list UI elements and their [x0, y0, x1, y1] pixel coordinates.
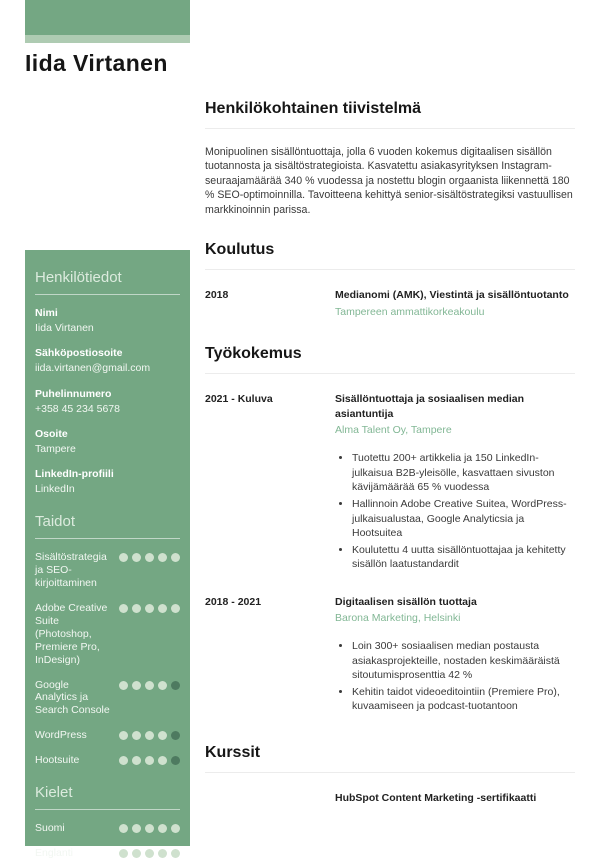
experience-entry: [205, 392, 575, 575]
rating-dot-filled: [158, 604, 167, 613]
entry-period: 2018 - 2021: [205, 595, 262, 608]
contact-heading: Henkilötiedot: [35, 252, 180, 295]
rating-dot-filled: [145, 681, 154, 690]
course-entry: [205, 791, 575, 806]
language-rating-dots: [119, 847, 180, 858]
experience-heading: Työkokemus: [205, 345, 575, 374]
skills-section: [35, 496, 180, 767]
rating-dot-filled: [119, 604, 128, 613]
bullet-item: • Kehitin taidot videoeditointiin (Premiere Pro), kuvaamiseen ja podcast-tuotantoon: [352, 685, 575, 714]
candidate-name: Iida Virtanen: [25, 50, 168, 76]
rating-dot-filled: [119, 681, 128, 690]
rating-dot-filled: [145, 731, 154, 740]
skills-heading: Taidot: [35, 496, 180, 539]
field-label: Sähköpostiosoite: [35, 347, 123, 360]
rating-dot-filled: [132, 731, 141, 740]
skill-row: [35, 754, 180, 767]
rating-dot-filled: [132, 681, 141, 690]
entry-body: [335, 595, 575, 717]
rating-dot-filled: [158, 681, 167, 690]
bullet-item: • Koulutettu 4 uutta sisällöntuottajaa ja kehitetty sisällön laatustandardit: [352, 543, 575, 572]
skill-label: Google Analytics ja Search Console: [35, 678, 110, 717]
rating-dot-filled: [145, 849, 154, 858]
contact-field-phone: [35, 388, 180, 416]
skill-row: [35, 551, 180, 590]
contact-section: [35, 252, 180, 496]
rating-dot-filled: [119, 731, 128, 740]
rating-dot-filled: [119, 849, 128, 858]
courses-section: [205, 744, 575, 806]
rating-dot-filled: [171, 604, 180, 613]
entry-body: [335, 791, 575, 806]
field-label: LinkedIn-profiili: [35, 468, 114, 480]
contact-field-address: [35, 428, 180, 456]
languages-heading: Kielet: [35, 767, 180, 810]
skill-label: Adobe Creative Suite (Photoshop, Premiere Pro, InDesign): [35, 601, 108, 666]
summary-text: Monipuolinen sisällöntuottaja, jolla 6 vuoden kokemus digitaalisen sisällön tuotannosta ja sisältöstrategioista. Kasvatettu asiakasyrityksen Instagram-seuraajamäärää 340 % vuodessa ja nostettu blogin orgaanista liikennettä 180 % SEO-optimoinnilla. Tavoitteena kehittyä senior-sisältöstrategiksi vastuullisen markkinoinnin parissa.: [205, 146, 573, 216]
education-section: [205, 241, 575, 319]
rating-dot-empty: [171, 731, 180, 740]
skill-rating-dots: [119, 551, 180, 562]
language-row: [35, 822, 180, 835]
rating-dot-filled: [132, 849, 141, 858]
entry-period: [205, 791, 335, 806]
rating-dot-filled: [132, 553, 141, 562]
entry-body: [335, 288, 575, 319]
skill-rating-dots: [119, 754, 180, 765]
entry-period: 2018: [205, 289, 229, 302]
rating-dot-filled: [132, 604, 141, 613]
bullet-item: • Hallinnoin Adobe Creative Suitea, WordPress-julkaisualustaa, Google Analyticsia ja Hootsuitea: [352, 497, 575, 540]
entry-title: Sisällöntuottaja ja sosiaalisen median asiantuntija: [335, 392, 525, 420]
field-label: Puhelinnumero: [35, 387, 112, 400]
rating-dot-filled: [158, 756, 167, 765]
course-title: HubSpot Content Marketing -sertifikaatti: [335, 791, 537, 804]
skill-rating-dots: [119, 602, 180, 613]
skill-row: [35, 602, 180, 667]
phone-value: +358 45 234 5678: [35, 402, 120, 415]
skill-label: WordPress: [35, 729, 87, 742]
rating-dot-filled: [158, 553, 167, 562]
summary-heading: Henkilökohtainen tiivistelmä: [205, 100, 575, 129]
rating-dot-empty: [171, 681, 180, 690]
experience-entry: [205, 595, 575, 717]
linkedin-link[interactable]: LinkedIn: [35, 483, 75, 496]
field-value: Iida Virtanen: [35, 322, 94, 335]
entry-title: Digitaalisen sisällön tuottaja: [335, 595, 477, 608]
entry-company: Alma Talent Oy, Tampere: [335, 424, 452, 437]
entry-bullets: [335, 451, 575, 571]
language-row: [35, 847, 180, 860]
rating-dot-filled: [145, 604, 154, 613]
field-label: Osoite: [35, 427, 68, 440]
header-accent-block: [25, 0, 190, 43]
sidebar: [25, 250, 190, 859]
entry-company: Barona Marketing, Helsinki: [335, 612, 461, 625]
education-entry: [205, 288, 575, 319]
language-label: Englanti: [35, 846, 73, 859]
courses-heading: Kurssit: [205, 744, 575, 773]
skill-label: Sisältöstrategia ja SEO-kirjoittaminen: [35, 551, 107, 590]
entry-title: Medianomi (AMK), Viestintä ja sisällöntuotanto: [335, 289, 569, 302]
entry-body: [335, 392, 575, 575]
rating-dot-filled: [171, 849, 180, 858]
contact-field-email: [35, 347, 180, 375]
rating-dot-filled: [158, 849, 167, 858]
bullet-item: • Tuotettu 200+ artikkelia ja 150 LinkedIn-julkaisua B2B-yleisölle, kasvattaen sivuston kävijämäärää 65 % vuodessa: [352, 451, 575, 494]
rating-dot-filled: [158, 824, 167, 833]
skill-row: [35, 729, 180, 742]
skill-row: [35, 679, 180, 718]
education-heading: Koulutus: [205, 241, 575, 270]
main-column: [205, 100, 575, 805]
rating-dot-filled: [119, 756, 128, 765]
rating-dot-empty: [171, 756, 180, 765]
rating-dot-filled: [171, 553, 180, 562]
header-accent-strip: [25, 35, 190, 43]
skill-rating-dots: [119, 679, 180, 690]
experience-section: [205, 345, 575, 717]
rating-dot-filled: [171, 824, 180, 833]
skill-label: Hootsuite: [35, 754, 80, 767]
rating-dot-filled: [119, 824, 128, 833]
entry-period: 2021 - Kuluva: [205, 392, 273, 405]
email-value[interactable]: iida.virtanen@gmail.com: [35, 362, 151, 375]
rating-dot-filled: [119, 553, 128, 562]
address-value: Tampere: [35, 442, 76, 455]
summary-section: [205, 100, 575, 217]
languages-section: [35, 767, 180, 860]
rating-dot-filled: [145, 756, 154, 765]
contact-field-name: [35, 307, 180, 335]
rating-dot-filled: [145, 824, 154, 833]
rating-dot-filled: [158, 731, 167, 740]
bullet-item: • Loin 300+ sosiaalisen median postausta asiakasprojekteille, nostaden keskimääräistä sitoutumisprosenttia 42 %: [352, 639, 575, 682]
rating-dot-filled: [145, 553, 154, 562]
field-label: Nimi: [35, 307, 58, 319]
entry-bullets: [335, 639, 575, 713]
rating-dot-filled: [132, 756, 141, 765]
language-label: Suomi: [35, 822, 65, 835]
skill-rating-dots: [119, 729, 180, 740]
language-rating-dots: [119, 822, 180, 833]
entry-institution: Tampereen ammattikorkeakoulu: [335, 305, 485, 318]
rating-dot-filled: [132, 824, 141, 833]
contact-field-linkedin: [35, 468, 180, 496]
